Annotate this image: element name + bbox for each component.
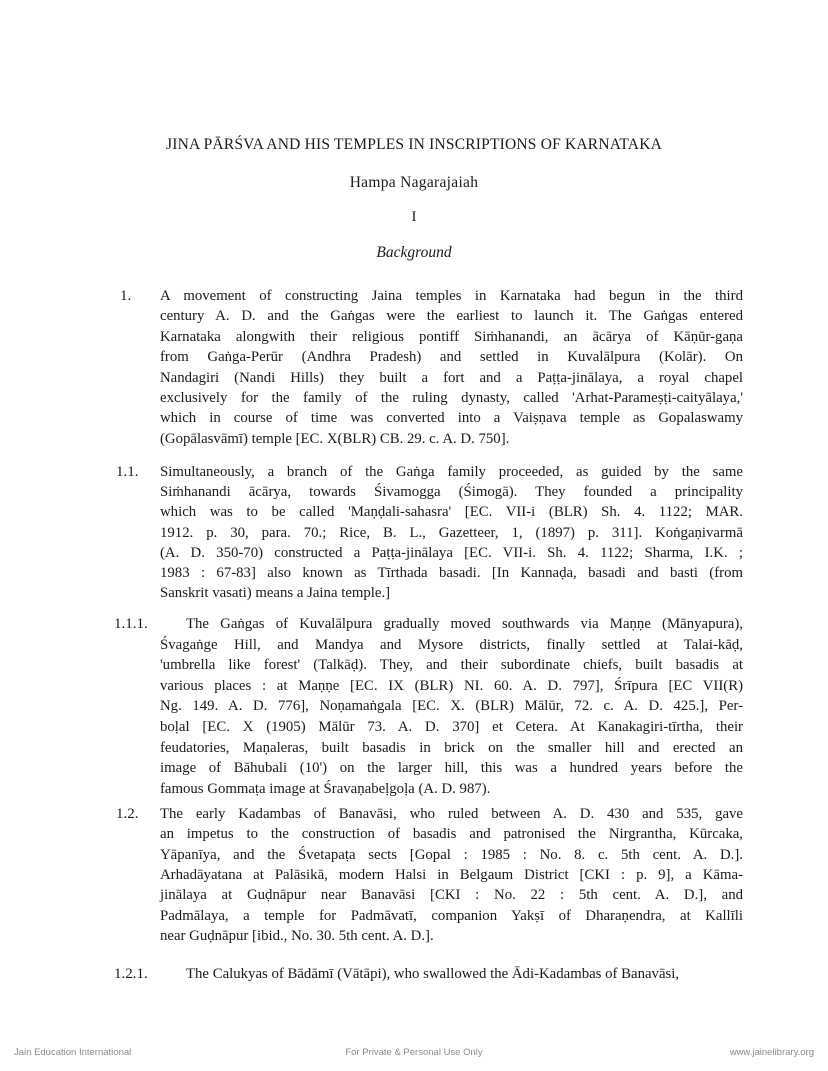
paragraph-line: which was to be called 'Maṇḍali-sahasra' [EC. VII-i (BLR) Sh. 4. 1122; MAR.: [160, 504, 743, 521]
paragraph-line: Nandagiri (Nandi Hills) they built a fort and a Paṭṭa-jinālaya, a royal chapel: [160, 369, 743, 386]
paragraph-line: boḷal [EC. X (1905) Mālūr 73. A. D. 370] et Cetera. At Kanakagiri-tīrtha, their: [160, 719, 743, 735]
paragraph-number: 1.1.1.: [114, 616, 148, 632]
paragraph-line: Sanskrit vasati) means a Jaina temple.]: [160, 585, 391, 602]
paragraph-line: The Gaṅgas of Kuvalālpura gradually moved southwards via Maṇṇe (Mānyapura),: [186, 616, 743, 632]
paragraph-line: The early Kadambas of Banavāsi, who ruled between A. D. 430 and 535, gave: [160, 806, 743, 822]
paragraph-line: 1983 : 67-83] also known as Tīrthada basadi. [In Kannaḍa, basadi and basti (from: [160, 565, 743, 581]
paragraph-line: Siṁhanandi ācārya, towards Śivamogga (Śimogā). They founded a principality: [160, 484, 743, 501]
paragraph-number: 1.2.: [116, 806, 139, 822]
paragraph-line: 1912. p. 30, para. 70.; Rice, B. L., Gazetteer, 1, (1897) p. 311]. Koṅgaṇivarmā: [160, 524, 743, 541]
paragraph-line: century A. D. and the Gaṅgas were the earliest to launch it. The Gaṅgas entered: [160, 308, 743, 325]
paragraph-line: 'umbrella like forest' (Talkāḍ). They, and their subordinate chiefs, built basadis at: [160, 657, 743, 674]
paragraph-line: Śvagaṅge Hill, and Mandya and Mysore districts, finally settled at Talai-kāḍ,: [160, 636, 743, 653]
section-heading: Background: [376, 244, 452, 261]
paragraph-line: Simultaneously, a branch of the Gaṅga family proceeded, as guided by the same: [160, 464, 743, 480]
paragraph-line: (Gopālasvāmī) temple [EC. X(BLR) CB. 29. c. A. D. 750].: [160, 430, 510, 447]
footer-right: www.jainelibrary.org: [729, 1047, 814, 1058]
paragraph-line: jinālaya at Guḍnāpur near Banavāsi [CKI : No. 22 : 5th cent. A. D.], and: [160, 887, 743, 904]
paragraph-number: 1.1.: [116, 464, 139, 480]
paragraph-line: (A. D. 350-70) constructed a Paṭṭa-jinālaya [EC. VII-i. Sh. 4. 1122; Sharma, I.K. ;: [160, 544, 743, 561]
paragraph-line: image of Bāhubali (10') on the larger hill, this was a hundred years before the: [160, 760, 743, 777]
paragraph-line: various places : at Maṇṇe [EC. IX (BLR) NI. 60. A. D. 797], Śrīpura [EC VII(R): [160, 677, 743, 694]
paragraph-line: which in course of time was converted into a Vaiṣṇava temple as Gopalaswamy: [160, 410, 743, 427]
author-name: Hampa Nagarajaiah: [349, 174, 479, 191]
paragraph-line: Arhadāyatana at Palāsikā, modern Halsi in Belgaum District [CKI : p. 9], a Kāma-: [160, 866, 743, 883]
section-number: I: [411, 209, 417, 225]
paragraph-line: an impetus to the construction of basadis and patronised the Nirgrantha, Kūrcaka,: [160, 826, 743, 843]
paragraph-line: Karnataka alongwith their religious pontiff Siṁhanandi, an ācārya of Kāṇūr-gaṇa: [160, 328, 743, 345]
paragraph-line: from Gaṅga-Perūr (Andhra Pradesh) and settled in Kuvalālpura (Kolār). On: [160, 349, 743, 366]
paragraph-line: A movement of constructing Jaina temples in Karnataka had begun in the third: [160, 288, 743, 304]
footer-left: Jain Education International: [14, 1047, 132, 1058]
footer-center: For Private & Personal Use Only: [345, 1047, 483, 1058]
paragraph-line: near Guḍnāpur [ibid., No. 30. 5th cent. A. D.].: [160, 927, 434, 944]
paragraph-line: exclusively for the family of the ruling dynasty, called 'Arhat-Parameṣṭi-caityālaya,': [160, 390, 743, 406]
paragraph-line: Ng. 149. A. D. 776], Noṇamaṅgala [EC. X. (BLR) Mālūr, 72. c. A. D. 425.], Per-: [160, 698, 743, 715]
paragraph-line: The Calukyas of Bādāmī (Vātāpi), who swallowed the Ādi-Kadambas of Banavāsi,: [186, 966, 680, 982]
paragraph-number: 1.2.1.: [114, 966, 148, 982]
paragraph-line: famous Gommaṭa image at Śravaṇabeḷgoḷa (A. D. 987).: [160, 780, 491, 797]
paragraph-line: Padmālaya, a temple for Padmāvatī, companion Yakṣī of Dharaṇendra, at Kallīli: [160, 907, 743, 924]
paragraph-number: 1.: [120, 288, 132, 304]
paragraph-line: feudatories, Maṇaleras, built basadis in brick on the smaller hill and erected an: [160, 739, 743, 756]
article-title: JINA PĀRŚVA AND HIS TEMPLES IN INSCRIPTIONS OF KARNATAKA: [166, 136, 662, 153]
paragraph-line: Yāpanīya, and the Śvetapaṭa sects [Gopal : 1985 : No. 8. c. 5th cent. A. D.].: [160, 846, 743, 863]
